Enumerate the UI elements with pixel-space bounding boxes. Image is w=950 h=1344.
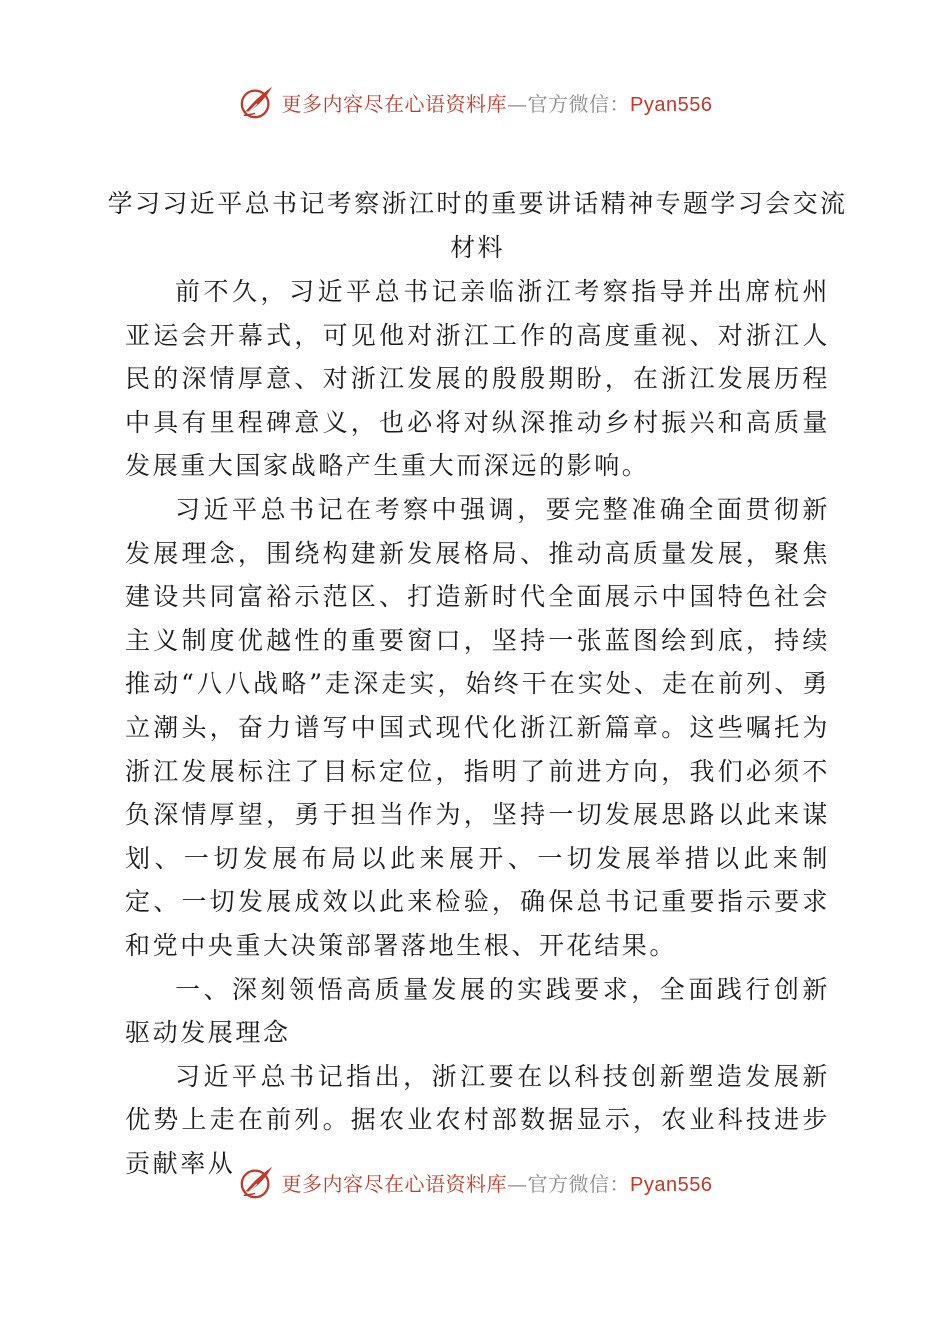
paragraph-instructions: 习近平总书记在考察中强调，要完整准确全面贯彻新发展理念，围绕构建新发展格局、推动高质量发展，聚焦建设共同富裕示范区、打造新时代全面展示中国特色社会主义制度优越性的重要窗口，坚持一张蓝图绘到底，持续推动“八八战略”走深走实，始终干在实处、走在前列、勇立潮头，奋力谱写中国式现代化浙江新篇章。这些嘱托为浙江发展标注了目标定位，指明了前进方向，我们必须不负深情厚望，勇于担当作为，坚持一切发展思路以此来谋划、一切发展布局以此来展开、一切发展举措以此来制定、一切发展成效以此来检验，确保总书记重要指示要求和党中央重大决策部署落地生根、开花结果。 xyxy=(125,494,830,960)
quill-logo-icon xyxy=(238,83,276,121)
watermark-wechat-id: Pyan556 xyxy=(630,1173,713,1196)
document-body xyxy=(107,182,848,1185)
document-title: 学习习近平总书记考察浙江时的重要讲话精神专题学习会交流材料 xyxy=(107,189,848,262)
watermark-site: 更多内容尽在心语资料库 xyxy=(281,1171,508,1196)
watermark-wechat-label: 官方微信： xyxy=(527,91,631,116)
watermark-banner-bottom xyxy=(0,1160,950,1204)
paragraph-innovation: 习近平总书记指出，浙江要在以科技创新塑造发展新优势上走在前列。据农业农村部数据显示，农业科技进步贡献率从 xyxy=(125,1061,830,1178)
watermark-banner-top xyxy=(0,80,950,124)
section-heading-1: 一、深刻领悟高质量发展的实践要求，全面践行创新驱动发展理念 xyxy=(125,974,830,1048)
paragraph-intro: 前不久，习近平总书记亲临浙江考察指导并出席杭州亚运会开幕式，可见他对浙江工作的高度重视、对浙江人民的深情厚意、对浙江发展的殷殷期盼，在浙江发展历程中具有里程碑意义，也必将对纵深推动乡村振兴和高质量发展重大国家战略产生重大而深远的影响。 xyxy=(125,277,830,481)
watermark-wechat-id: Pyan556 xyxy=(630,93,713,116)
watermark-site: 更多内容尽在心语资料库 xyxy=(281,91,508,116)
watermark-text xyxy=(282,88,713,117)
watermark-separator: — xyxy=(507,91,528,116)
quill-logo-icon xyxy=(238,1163,276,1201)
watermark-text xyxy=(282,1168,713,1197)
watermark-wechat-label: 官方微信： xyxy=(527,1171,631,1196)
watermark-separator: — xyxy=(507,1171,528,1196)
